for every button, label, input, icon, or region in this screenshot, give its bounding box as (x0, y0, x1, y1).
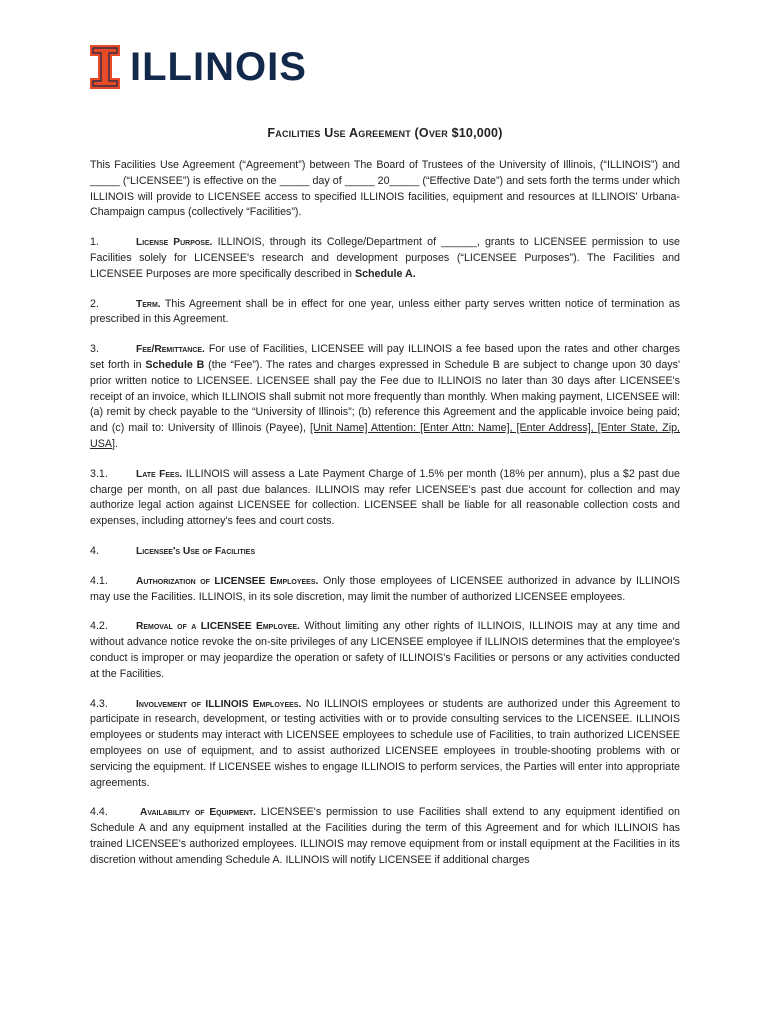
page-title: Facilities Use Agreement (Over $10,000) (267, 126, 503, 140)
section-2: 2. Term. This Agreement shall be in effect for one year, unless either party serves written notice of termination as prescribed in this Agreement. (90, 297, 680, 326)
section-heading: Term. (136, 298, 161, 310)
section-heading: Fee/Remittance. (136, 344, 205, 356)
mailing-address: [Unit Name] Attention: [Enter Attn: Name], [Enter Address], [Enter State, Zip, USA] (90, 422, 680, 450)
logo-wordmark: ILLINOIS (130, 45, 307, 89)
section-heading: Late Fees. (136, 468, 183, 480)
section-3-1: 3.1. Late Fees. ILLINOIS will assess a Late Payment Charge of 1.5% per month (18% per annum), plus a $2 past due charge per month, on all past due balances. ILLINOIS may refer LICENSEE's past due account for collection and may authorize legal action against LICENSEE for collection. LICENSEE shall be liable for all reasonable collection costs and expenses, including attorney's fees and court costs. (90, 467, 680, 528)
section-3: 3. Fee/Remittance. For use of Facilities, LICENSEE will pay ILLINOIS a fee based upon the rates and other charges set forth in Schedule B (the “Fee”). The rates and charges expressed in Schedule B are subject to change upon 30 days' prior written notice to LICENSEE. LICENSEE shall pay the Fee due to ILLINOIS no later than 30 days after LICENSEE's receipt of an invoice, which ILLINOIS shall submit not more frequently than monthly. When making payment, LICENSEE will: (a) remit by check payable to the “University of Illinois”; (b) reference this Agreement and the applicable invoice being paid; and (c) mail to: University of Illinois (Payee), [Unit Name] Attention: [Enter Attn: Name], [Enter Address], [Enter State, Zip, USA]. (90, 343, 681, 450)
section-heading: Availability of Equipment. (140, 807, 256, 819)
schedule-ref: Schedule B (145, 358, 205, 371)
section-4: 4. Licensee's Use of Facilities (90, 544, 256, 557)
section-4-1: 4.1. Authorization of LICENSEE Employees. Only those employees of LICENSEE authorized in advance by ILLINOIS may use the Facilities. ILLINOIS, in its sole discretion, may limit the number of authorized LICENSEE employees. (90, 574, 681, 603)
block-i-icon (90, 45, 120, 89)
intro-paragraph: This Facilities Use Agreement (“Agreement”) between The Board of Trustees of the University of Illinois, (“ILLINOIS”) and _____ (“LICENSEE”) is effective on the _____ day of _____ 20_____ (“Effective Date”) and sets forth the terms under which ILLINOIS will provide to LICENSEE access to specified ILLINOIS facilities, equipment and resources at ILLINOIS' Urbana-Champaign campus (collectively “Facilities”). (90, 159, 680, 219)
section-heading: Involvement of ILLINOIS Employees. (136, 698, 302, 710)
section-4-3: 4.3. Involvement of ILLINOIS Employees. No ILLINOIS employees or students are authorized under this Agreement to participate in research, development, or testing activities with or to provide consulting services to the LICENSEE. ILLINOIS employees or students may interact with LICENSEE employees to schedule use of Facilities, to train authorized LICENSEE employees on use of equipment, and to assist authorized LICENSEE employees in trouble-shooting problems with or servicing the equipment. If LICENSEE wishes to engage ILLINOIS to perform services, the Parties will enter into appropriate agreements. (90, 697, 681, 789)
illinois-logo (90, 44, 307, 90)
section-heading: Licensee's Use of Facilities (136, 545, 256, 557)
agreement-body (90, 126, 680, 882)
section-4-2: 4.2. Removal of a LICENSEE Employee. Without limiting any other rights of ILLINOIS, ILLINOIS may at any time and without advance notice revoke the on-site privileges of any LICENSEE employee if ILLINOIS determines that the employee's conduct is improper or may jeopardize the operation or safety of ILLINOIS's Facilities or persons or any activities conducted at the Facilities. (90, 620, 681, 680)
section-4-4: 4.4. Availability of Equipment. LICENSEE's permission to use Facilities shall extend to any equipment identified on Schedule A and any equipment installed at the Facilities during the term of this Agreement and for which ILLINOIS has trained LICENSEE's authorized employees. ILLINOIS may remove equipment from or install equipment at the Facilities in its discretion without amending Schedule A. ILLINOIS will notify LICENSEE if additional charges (90, 806, 680, 866)
schedule-ref: Schedule A. (354, 267, 416, 280)
section-heading: License Purpose. (136, 237, 213, 249)
section-heading: Removal of a LICENSEE Employee. (136, 621, 300, 633)
section-heading: Authorization of LICENSEE Employees. (136, 575, 319, 587)
section-1: 1. License Purpose. ILLINOIS, through its College/Department of ______, grants to LICENSEE permission to use Facilities solely for LICENSEE's research and development purposes (“LICENSEE Purposes”). The Facilities and LICENSEE Purposes are more specifically described in Schedule A. (90, 236, 680, 280)
